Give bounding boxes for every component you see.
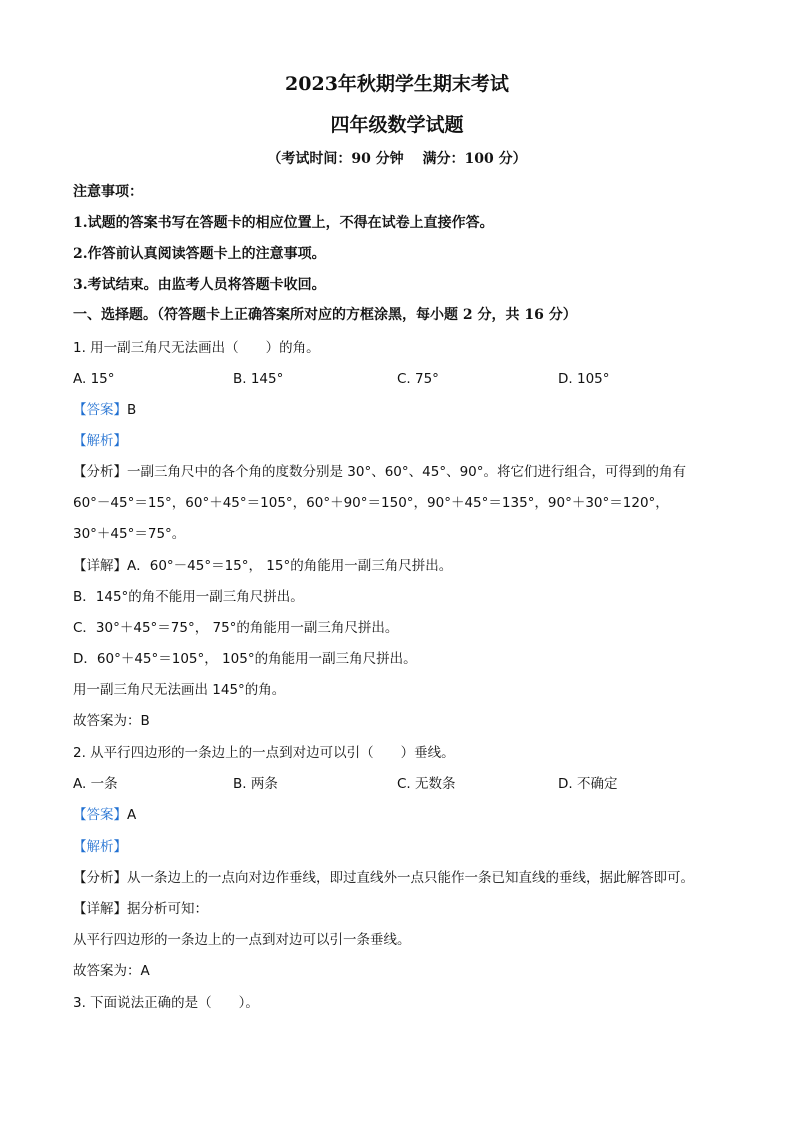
fenxi-tag: 【分析】 xyxy=(73,464,127,480)
question-2-analysis xyxy=(73,838,127,856)
question-3-stem: 3. 下面说法正确的是（ ）。 xyxy=(73,995,259,1011)
detail-text: 据分析可知： xyxy=(127,901,208,917)
analysis-tag: 【解析】 xyxy=(73,433,127,449)
question-1-detail-line-2: B．145°的角不能用一副三角尺拼出。 xyxy=(73,589,304,605)
question-2-option-d: D. 不确定 xyxy=(558,776,618,792)
question-1-fenxi-line-3: 30°＋45°＝75°。 xyxy=(73,526,186,542)
question-2-detail-line-1 xyxy=(73,900,208,918)
question-2-stem: 2. 从平行四边形的一条边上的一点到对边可以引（ ）垂线。 xyxy=(73,745,455,761)
section-heading: 一、选择题。（符答题卡上正确答案所对应的方框涂黑，每小题 2 分，共 16 分） xyxy=(73,307,577,323)
question-1-detail-line-1 xyxy=(73,557,452,575)
answer-value: A xyxy=(127,807,137,823)
question-1-detail-line-4: D．60°＋45°＝105°， 105°的角能用一副三角尺拼出。 xyxy=(73,651,417,667)
analysis-tag: 【解析】 xyxy=(73,839,127,855)
question-2-fenxi xyxy=(73,869,694,887)
answer-tag: 【答案】 xyxy=(73,402,127,418)
question-2-answer xyxy=(73,806,136,824)
question-2-detail-line-2: 从平行四边形的一条边上的一点到对边可以引一条垂线。 xyxy=(73,932,411,948)
exam-subtitle: 四年级数学试题 xyxy=(330,114,464,136)
fenxi-tag: 【分析】 xyxy=(73,870,127,886)
exam-meta: （考试时间：90 分钟 满分：100 分） xyxy=(267,151,527,167)
exam-title: 2023年秋期学生期末考试 xyxy=(285,73,509,95)
question-1-analysis xyxy=(73,432,127,450)
question-2-option-b: B. 两条 xyxy=(233,776,278,792)
question-1-option-d: D. 105° xyxy=(558,371,610,387)
notes-heading: 注意事项： xyxy=(73,184,143,200)
question-1-option-b: B. 145° xyxy=(233,371,284,387)
question-1-detail-line-5: 用一副三角尺无法画出 145°的角。 xyxy=(73,682,286,698)
question-2-detail-line-3: 故答案为：A xyxy=(73,963,150,979)
fenxi-text: 一副三角尺中的各个角的度数分别是 30°、60°、45°、90°。将它们进行组合，可得到的角有 xyxy=(127,464,687,480)
question-2-option-a: A. 一条 xyxy=(73,776,118,792)
detail-tag: 【详解】 xyxy=(73,901,127,917)
notes-item-2: 2.作答前认真阅读答题卡上的注意事项。 xyxy=(73,246,326,262)
question-1-fenxi-line-1 xyxy=(73,463,686,481)
detail-text: A．60°－45°＝15°， 15°的角能用一副三角尺拼出。 xyxy=(127,558,453,574)
notes-item-1: 1.试题的答案书写在答题卡的相应位置上，不得在试卷上直接作答。 xyxy=(73,215,494,231)
question-1-detail-line-3: C．30°＋45°＝75°， 75°的角能用一副三角尺拼出。 xyxy=(73,620,399,636)
question-1-answer xyxy=(73,401,136,419)
question-1-option-c: C. 75° xyxy=(397,371,439,387)
question-1-fenxi-line-2: 60°－45°＝15°，60°＋45°＝105°，60°＋90°＝150°，90°＋45°＝135°，90°＋30°＝120°， xyxy=(73,495,669,511)
notes-item-3: 3.考试结束。由监考人员将答题卡收回。 xyxy=(73,277,326,293)
question-1-stem: 1. 用一副三角尺无法画出（ ）的角。 xyxy=(73,340,320,356)
question-1-option-a: A. 15° xyxy=(73,371,115,387)
question-2-option-c: C. 无数条 xyxy=(397,776,456,792)
answer-tag: 【答案】 xyxy=(73,807,127,823)
question-1-detail-line-6: 故答案为：B xyxy=(73,713,150,729)
fenxi-text: 从一条边上的一点向对边作垂线，即过直线外一点只能作一条已知直线的垂线，据此解答即可。 xyxy=(127,870,694,886)
answer-value: B xyxy=(127,402,137,418)
detail-tag: 【详解】 xyxy=(73,558,127,574)
